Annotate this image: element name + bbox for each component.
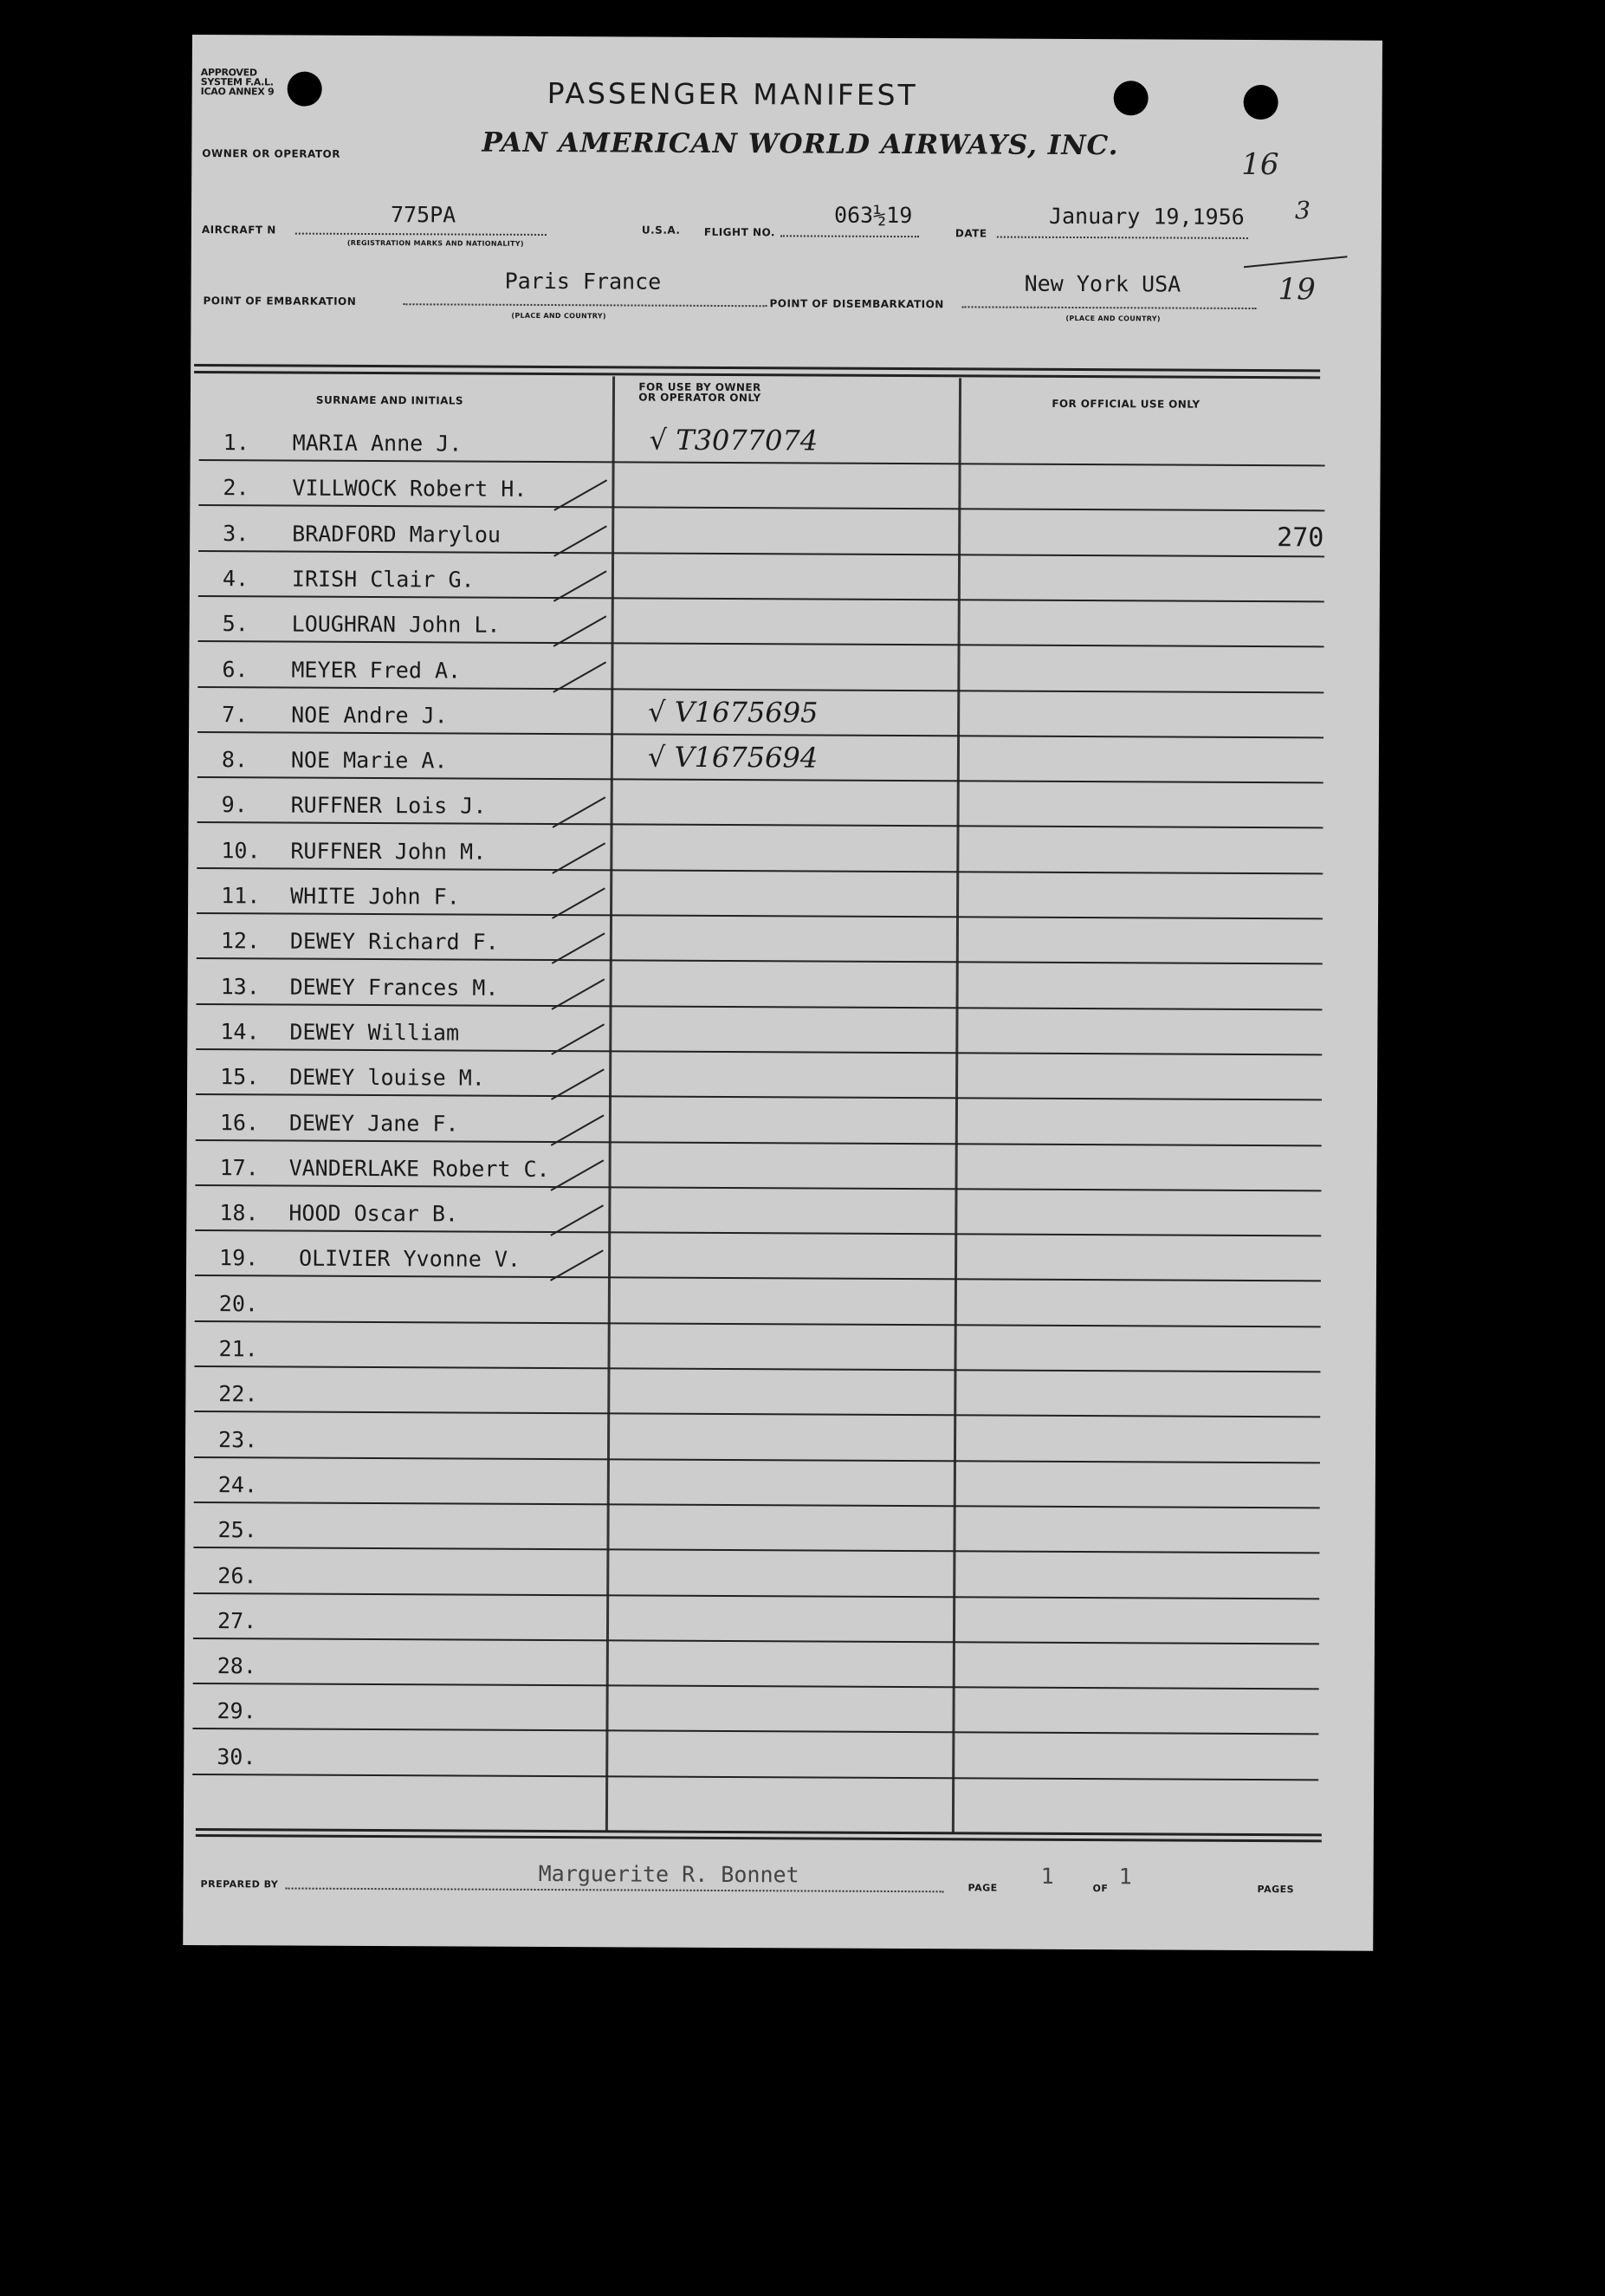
passenger-name: OLIVIER Yvonne V. [299, 1246, 521, 1273]
prepared-label: PREPARED BY [200, 1878, 279, 1891]
official-use-note: 270 [1277, 522, 1324, 553]
table-top-rule-2 [194, 371, 1320, 379]
margin-note-1: 16 [1241, 146, 1279, 183]
col-header-owner-use [613, 381, 786, 403]
row-rule [197, 776, 1323, 783]
aircraft-underline [295, 233, 547, 236]
row-number: 22. [218, 1381, 258, 1407]
margin-note-2: 3 [1294, 196, 1311, 225]
row-rule [197, 867, 1323, 874]
row-number: 17. [219, 1154, 259, 1181]
passenger-name: IRISH Clair G. [291, 566, 475, 593]
row-rule [193, 1683, 1319, 1690]
disembark-value: New York USA [1024, 270, 1181, 297]
usa-label: U.S.A. [641, 224, 681, 237]
disembark-label: POINT OF DISEMBARKATION [769, 297, 944, 311]
aircraft-sublabel: (REGISTRATION MARKS AND NATIONALITY) [346, 238, 524, 248]
passenger-name: LOUGHRAN John L. [291, 611, 501, 638]
row-number: 13. [220, 973, 260, 999]
passenger-name: MARIA Anne J. [292, 430, 463, 457]
row-number: 20. [218, 1290, 259, 1317]
row-rule [194, 1411, 1320, 1417]
row-rule [198, 550, 1324, 557]
row-rule [195, 1274, 1321, 1281]
row-number: 9. [221, 792, 248, 818]
page-label: PAGE [968, 1882, 998, 1894]
disembark-sublabel: (PLACE AND COUNTRY) [1065, 314, 1161, 323]
row-rule [193, 1592, 1319, 1599]
row-rule [196, 1048, 1322, 1055]
row-rule [197, 821, 1323, 828]
page-title: PASSENGER MANIFEST [547, 76, 918, 113]
passenger-name: MEYER Fred A. [291, 657, 462, 684]
passenger-name: DEWEY Frances M. [289, 974, 499, 1001]
col-divider-1 [605, 376, 615, 1832]
row-rule [194, 1365, 1320, 1372]
row-rule [195, 1320, 1321, 1327]
approval-line-1: APPROVED [200, 67, 257, 79]
row-number: 8. [221, 747, 249, 773]
owner-label: OWNER OR OPERATOR [202, 147, 341, 160]
owner-use-note: √ V1675695 [648, 695, 819, 730]
embark-underline [403, 303, 767, 307]
row-number: 24. [217, 1472, 258, 1498]
row-rule [196, 1139, 1322, 1146]
row-rule [197, 731, 1323, 738]
col-header-surname: SURNAME AND INITIALS [315, 393, 463, 407]
row-number: 5. [222, 611, 249, 637]
flight-value: 063½19 [833, 202, 913, 229]
flight-underline [780, 235, 919, 237]
passenger-name: HOOD Oscar B. [288, 1200, 459, 1227]
row-rule [197, 957, 1323, 964]
row-rule [194, 1501, 1320, 1508]
row-number: 7. [222, 701, 249, 728]
row-number: 2. [223, 475, 249, 501]
passenger-name: DEWEY Jane F. [288, 1110, 459, 1137]
row-number: 15. [220, 1064, 260, 1090]
row-number: 18. [219, 1200, 259, 1226]
approval-line-3: ICAO ANNEX 9 [200, 86, 275, 98]
punch-hole-right-1 [1114, 81, 1149, 115]
table-top-rule [194, 364, 1320, 372]
passenger-name: DEWEY louise M. [289, 1064, 485, 1091]
embark-value: Paris France [504, 268, 662, 295]
manifest-sheet [183, 35, 1382, 1951]
date-underline [997, 237, 1248, 239]
row-rule [198, 595, 1324, 602]
row-number: 27. [217, 1607, 257, 1634]
pages-label: PAGES [1257, 1884, 1295, 1896]
of-value: 1 [1118, 1864, 1132, 1890]
row-rule [198, 640, 1324, 647]
passenger-name: NOE Marie A. [290, 747, 448, 774]
owner-use-note: √ V1675694 [647, 740, 819, 775]
row-number: 14. [220, 1019, 260, 1045]
passenger-name: NOE Andre J. [291, 702, 448, 729]
col-header-owner-use-line1: FOR USE BY OWNER [638, 380, 761, 394]
approval-stamp [201, 68, 275, 96]
row-rule [197, 686, 1323, 693]
row-rule [195, 1229, 1321, 1236]
row-number: 25. [217, 1517, 257, 1543]
row-number: 12. [220, 928, 261, 954]
row-rule [197, 912, 1323, 919]
passenger-name: BRADFORD Marylou [292, 521, 502, 548]
flight-label: FLIGHT NO. [703, 225, 776, 239]
col-divider-2 [952, 378, 961, 1833]
row-rule [192, 1728, 1318, 1735]
row-number: 3. [223, 520, 249, 546]
row-rule [194, 1456, 1320, 1463]
row-rule [192, 1774, 1318, 1780]
owner-value: PAN AMERICAN WORLD AIRWAYS, INC. [482, 126, 1119, 162]
passenger-name: WHITE John F. [290, 883, 460, 910]
passenger-name: VANDERLAKE Robert C. [288, 1155, 550, 1182]
passenger-name: DEWEY Richard F. [289, 928, 499, 956]
row-number: 26. [217, 1562, 257, 1588]
margin-rule [1244, 256, 1348, 268]
passenger-name: DEWEY William [289, 1019, 460, 1046]
of-label: OF [1092, 1883, 1109, 1895]
row-rule [198, 504, 1324, 511]
row-number: 21. [218, 1336, 258, 1362]
row-rule [197, 1003, 1323, 1010]
row-number: 30. [217, 1743, 256, 1770]
margin-note-3: 19 [1278, 272, 1316, 308]
embark-label: POINT OF EMBARKATION [203, 295, 357, 308]
punch-hole-left [288, 72, 322, 107]
date-label: DATE [955, 227, 987, 240]
passenger-name: VILLWOCK Robert H. [292, 475, 527, 503]
row-number: 4. [222, 566, 249, 592]
row-number: 19. [219, 1245, 259, 1271]
row-rule [193, 1547, 1319, 1553]
row-rule [196, 1093, 1322, 1100]
aircraft-label: AIRCRAFT N [201, 224, 276, 237]
row-number: 29. [217, 1698, 256, 1724]
prepared-underline [286, 1888, 944, 1893]
prepared-value: Marguerite R. Bonnet [538, 1860, 799, 1888]
col-header-official-use: FOR OFFICIAL USE ONLY [1052, 397, 1201, 411]
page-value: 1 [1040, 1863, 1054, 1889]
passenger-name: RUFFNER John M. [290, 838, 487, 865]
row-number: 6. [222, 656, 249, 682]
date-value: January 19,1956 [1048, 203, 1245, 230]
row-number: 1. [223, 430, 249, 456]
embark-sublabel: (PLACE AND COUNTRY) [511, 311, 606, 321]
row-rule [193, 1638, 1319, 1644]
row-number: 10. [221, 837, 261, 864]
punch-hole-right-2 [1244, 85, 1278, 120]
row-number: 28. [217, 1653, 257, 1679]
passenger-name: RUFFNER Lois J. [290, 792, 487, 820]
row-number: 11. [221, 883, 261, 909]
aircraft-value: 775PA [390, 202, 456, 228]
row-number: 23. [218, 1426, 258, 1452]
row-rule [199, 459, 1325, 466]
row-number: 16. [219, 1109, 260, 1135]
owner-use-note: √ T3077074 [649, 423, 819, 457]
disembark-underline [961, 306, 1256, 309]
row-rule [196, 1184, 1322, 1191]
col-header-owner-use-line2: OR OPERATOR ONLY [638, 391, 761, 405]
approval-line-2: SYSTEM F.A.L. [200, 76, 274, 88]
